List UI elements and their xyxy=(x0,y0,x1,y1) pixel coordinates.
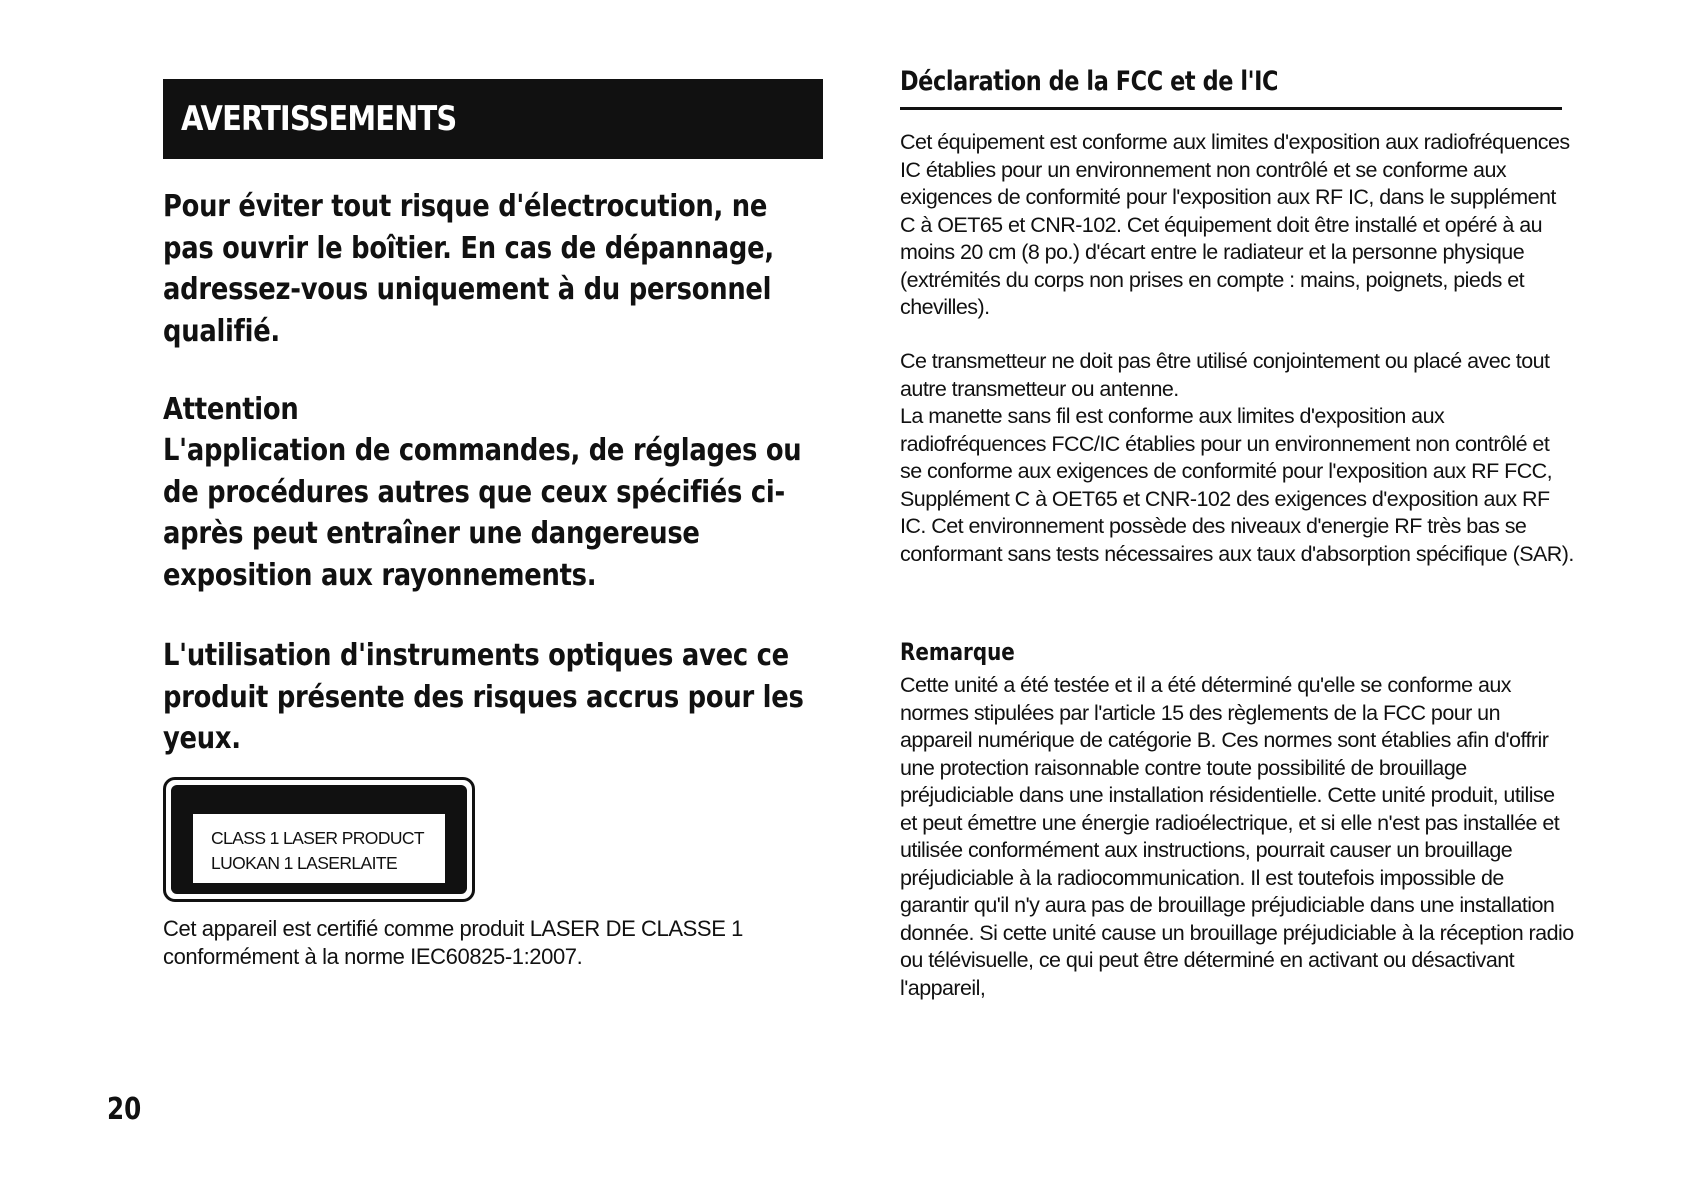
optics-warning: L'utilisation d'instruments optiques avec ce produit présente des risques accrus pour les yeux. xyxy=(163,638,804,756)
page-number: 20 xyxy=(107,1092,142,1127)
laser-label-line-1: CLASS 1 LASER PRODUCT xyxy=(211,828,425,848)
laser-certification-caption: Cet appareil est certifié comme produit LASER DE CLASSE 1 conformément à la norme IEC60825-1:2007. xyxy=(163,916,744,969)
warnings-banner xyxy=(163,79,823,159)
warnings-banner-title: AVERTISSEMENTS xyxy=(181,99,457,139)
fcc-paragraph-1: Cet équipement est conforme aux limites d'exposition aux radiofréquences IC établies pour un environnement non contrôlé et se conforme aux exigences de conformité pour l'exposition aux RF IC, dans le supplément C à OET65 et CNR-102. Cet équipement doit être installé et opéré à au moins 20 cm (8 po.) d'écart entre le radiateur et la personne physique (extrémités du corps non prises en compte : mains, poignets, pieds et chevilles). xyxy=(900,130,1570,319)
attention-title: Attention xyxy=(163,392,299,427)
laser-label-line-2: LUOKAN 1 LASERLAITE xyxy=(211,853,398,873)
attention-text: L'application de commandes, de réglages ou de procédures autres que ceux spécifiés ci-après peut entraîner une dangereuse exposition aux rayonnements. xyxy=(163,433,802,593)
laser-label-box xyxy=(193,814,445,883)
electrocution-warning: Pour éviter tout risque d'électrocution, ne pas ouvrir le boîtier. En cas de dépannage, adressez-vous uniquement à du personnel qualifié. xyxy=(163,189,774,349)
remarque-paragraph: Cette unité a été testée et il a été déterminé qu'elle se conforme aux normes stipulées par l'article 15 des règlements de la FCC pour un appareil numérique de catégorie B. Ces normes sont établies afin d'offrir une protection raisonnable contre toute possibilité de brouillage préjudiciable dans une installation résidentielle. Cette unité produit, utilise et peut émettre une énergie radioélectrique, et si elle n'est pas installée et utilisée conformément aux instructions, pourrait causer un brouillage préjudiciable à la radiocommunication. Il est toutefois impossible de garantir qu'il n'y aura pas de brouillage préjudiciable dans une installation donnée. Si cette unité cause un brouillage préjudiciable à la réception radio ou télévisuelle, ce qui peut être déterminé en activant ou désactivant l'appareil, xyxy=(900,673,1574,1000)
section-divider xyxy=(900,107,1562,110)
remarque-title: Remarque xyxy=(900,638,1015,666)
left-column xyxy=(163,79,823,756)
fcc-paragraph-2: Ce transmetteur ne doit pas être utilisé conjointement ou placé avec tout autre transmetteur ou antenne. xyxy=(900,349,1550,401)
right-column xyxy=(900,66,1574,1000)
laser-label-frame xyxy=(171,785,467,894)
fcc-section-title: Déclaration de la FCC et de l'IC xyxy=(900,66,1279,97)
fcc-paragraph-3: La manette sans fil est conforme aux limites d'exposition aux radiofréquences FCC/IC établies pour un environnement non contrôlé et se conforme aux exigences de conformité pour l'exposition aux RF FCC, Supplément C à OET65 et CNR-102 des exigences d'exposition aux RF IC. Cet environnement possède des niveaux d'energie RF très bas se conformant sans tests nécessaires aux taux d'absorption spécifique (SAR). xyxy=(900,404,1574,566)
laser-class-label xyxy=(163,777,475,902)
